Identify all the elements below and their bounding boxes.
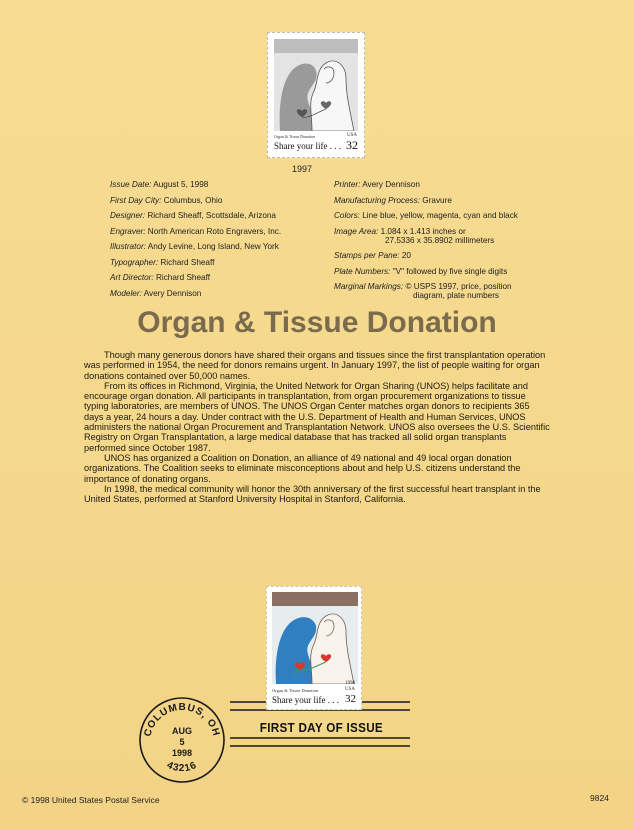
- spec-printer: Printer: Avery Dennison: [334, 180, 420, 189]
- paragraph: Though many generous donors have shared their organs and tissues since the first transplantation operation was performed in 1954, the need for donors remains urgent. In January 1997, the list of people waiting for organ donations contained over 50,000 names.: [84, 350, 546, 381]
- postmark-day: 5: [179, 737, 185, 747]
- columbus-postmark: [132, 690, 232, 790]
- stamp-caption: Organ & Tissue Donation: [272, 688, 319, 693]
- postmark-month: AUG: [172, 726, 192, 736]
- spec-stamps-per-pane: Stamps per Pane: 20: [334, 251, 411, 260]
- spec-engraver: Engraver: North American Roto Engravers, Inc.: [110, 226, 282, 236]
- stamp-denomination: 32: [345, 693, 356, 705]
- postmark-year: 1998: [171, 748, 193, 758]
- stamp-artwork-color: [272, 592, 358, 684]
- spec-illustrator: Illustrator: Andy Levine, Long Island, New York: [110, 242, 279, 251]
- postmark-zip: 43216: [165, 759, 199, 775]
- spec-typographer: Typographer: Richard Sheaff: [110, 257, 215, 267]
- first-day-stamp: [266, 586, 362, 710]
- spec-colors: Colors: Line blue, yellow, magenta, cyan and black: [334, 211, 518, 220]
- stamp-country: USA: [344, 687, 355, 692]
- body-text: [84, 350, 550, 504]
- spec-issue-date: Issue Date: August 5, 1998: [110, 180, 209, 189]
- stamp-country: USA: [346, 133, 357, 138]
- stamp-year: 1997: [292, 164, 313, 174]
- spec-process: Manufacturing Process: Gravure: [334, 195, 452, 205]
- stamp-slogan: Share your life . . .: [272, 695, 339, 705]
- spec-image-area: Image Area: 1.084 x 1.413 inches or: [334, 226, 466, 236]
- paragraph: From its offices in Richmond, Virginia, the United Network for Organ Sharing (UNOS) helps facilitate and encourage organ donation. All participants in transplantation, from organ procurement organizations to tissue typing laboratories, are members of UNOS. The UNOS Organ Center matches organ donors to recipients 365 days a year, 24 hours a day. Under contract with the U.S. Department of Health and Human Services, UNOS administers the national Organ Procurement and Transplantation Network. UNOS also oversees the U.S. Scientific Registry on Organ Transplantation, a large medical database that has tracked all solid organ transplants performed since October 1987.: [84, 380, 550, 453]
- paragraph: UNOS has organized a Coalition on Donation, an alliance of 49 national and 49 local organ donation organizations. The Coalition seeks to eliminate misconceptions about and help U.S. citizens understand the importance of donating organs.: [84, 452, 521, 484]
- stamp-slogan: Share your life . . .: [274, 141, 341, 151]
- postmark-city: COLUMBUS, OH: [142, 701, 222, 738]
- top-stamp: [267, 32, 365, 158]
- stamp-denomination: 32: [346, 138, 358, 152]
- spec-image-area-mm: 27.5336 x 35.8902 millimeters: [385, 235, 495, 245]
- spec-marginal-markings-cont: diagram, plate numbers: [413, 291, 500, 300]
- first-day-of-issue: FIRST DAY OF ISSUE: [259, 720, 383, 735]
- page-title: Organ & Tissue Donation: [137, 306, 497, 339]
- spec-art-director: Art Director: Richard Sheaff: [110, 273, 210, 282]
- spec-modeler: Modeler: Avery Dennison: [110, 288, 202, 298]
- svg-text:43216: [165, 760, 199, 774]
- paragraph: In 1998, the medical community will honor the 30th anniversary of the first successful heart transplant in the United States, performed at Stanford University Hospital in Stanford, California.: [84, 483, 541, 505]
- item-number: 9824: [590, 793, 609, 803]
- stamp-year: 1998: [345, 681, 355, 686]
- copyright-footer: © 1998 United States Postal Service: [22, 795, 160, 805]
- stamp-artwork-grayscale: [274, 39, 358, 131]
- spec-designer: Designer: Richard Sheaff, Scottsdale, Arizona: [110, 211, 276, 220]
- stamp-caption: Organ & Tissue Donation: [274, 134, 316, 139]
- spec-marginal-markings: Marginal Markings: © USPS 1997, price, position: [334, 282, 512, 291]
- spec-first-day-city: First Day City: Columbus, Ohio: [110, 195, 223, 205]
- spec-plate-numbers: Plate Numbers: "V" followed by five single digits: [334, 266, 508, 276]
